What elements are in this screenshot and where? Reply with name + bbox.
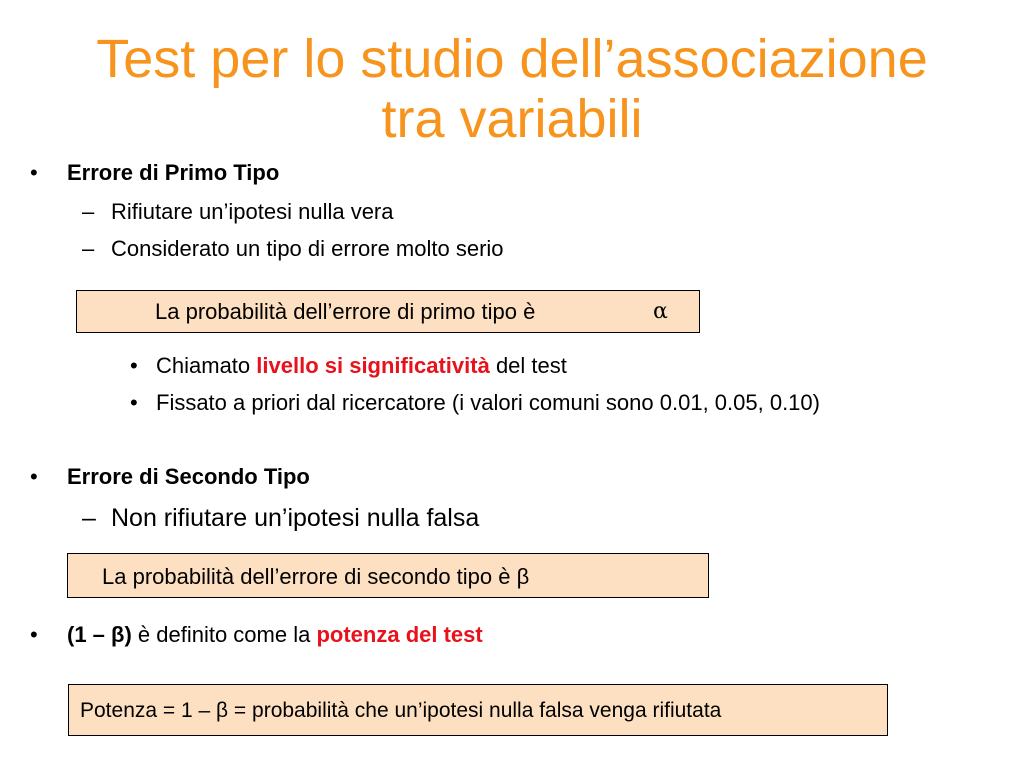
dash-icon: – bbox=[82, 199, 95, 224]
dash-icon: – bbox=[82, 236, 95, 261]
dash-icon: – bbox=[82, 504, 96, 532]
alpha-symbol: α bbox=[653, 299, 668, 324]
power-highlight: potenza del test bbox=[316, 622, 483, 647]
heading-type-2-error: Errore di Secondo Tipo bbox=[67, 464, 310, 489]
slide-title-line-2: tra variabili bbox=[381, 89, 643, 149]
one-minus-beta: (1 – β) bbox=[67, 622, 132, 647]
detail-prefix: Chiamato bbox=[156, 353, 251, 378]
beta-definition-text: La probabilità dell’errore di secondo tipo è β bbox=[102, 564, 530, 589]
sub-item-fail-reject-false-null: Non rifiutare un’ipotesi nulla falsa bbox=[111, 504, 480, 532]
alpha-definition-box bbox=[76, 290, 700, 333]
significance-level-highlight: livello si significatività bbox=[256, 353, 490, 378]
bullet-icon: • bbox=[130, 353, 138, 378]
slide-title-line-1: Test per lo studio dell’associazione bbox=[96, 29, 928, 89]
detail-suffix: del test bbox=[495, 353, 567, 378]
bullet-icon: • bbox=[30, 622, 38, 647]
power-formula-text: Potenza = 1 – β = probabilità che un’ipotesi nulla falsa venga rifiutata bbox=[80, 699, 722, 722]
alpha-definition-text: La probabilità dell’errore di primo tipo è bbox=[155, 299, 536, 324]
bullet-icon: • bbox=[130, 390, 138, 415]
power-formula-box bbox=[68, 684, 888, 736]
heading-type-1-error: Errore di Primo Tipo bbox=[67, 160, 280, 185]
power-definition-text: è definito come la bbox=[137, 622, 311, 647]
detail-fixed-a-priori: Fissato a priori dal ricercatore (i valori comuni sono 0.01, 0.05, 0.10) bbox=[156, 390, 820, 415]
bullet-icon: • bbox=[30, 160, 38, 185]
power-definition-line bbox=[67, 622, 483, 648]
sub-item-serious-error: Considerato un tipo di errore molto serio bbox=[111, 236, 504, 261]
bullet-icon: • bbox=[30, 464, 38, 489]
sub-item-reject-true-null: Rifiutare un’ipotesi nulla vera bbox=[111, 199, 394, 224]
detail-significance-level bbox=[156, 353, 567, 379]
beta-definition-box bbox=[67, 553, 709, 598]
